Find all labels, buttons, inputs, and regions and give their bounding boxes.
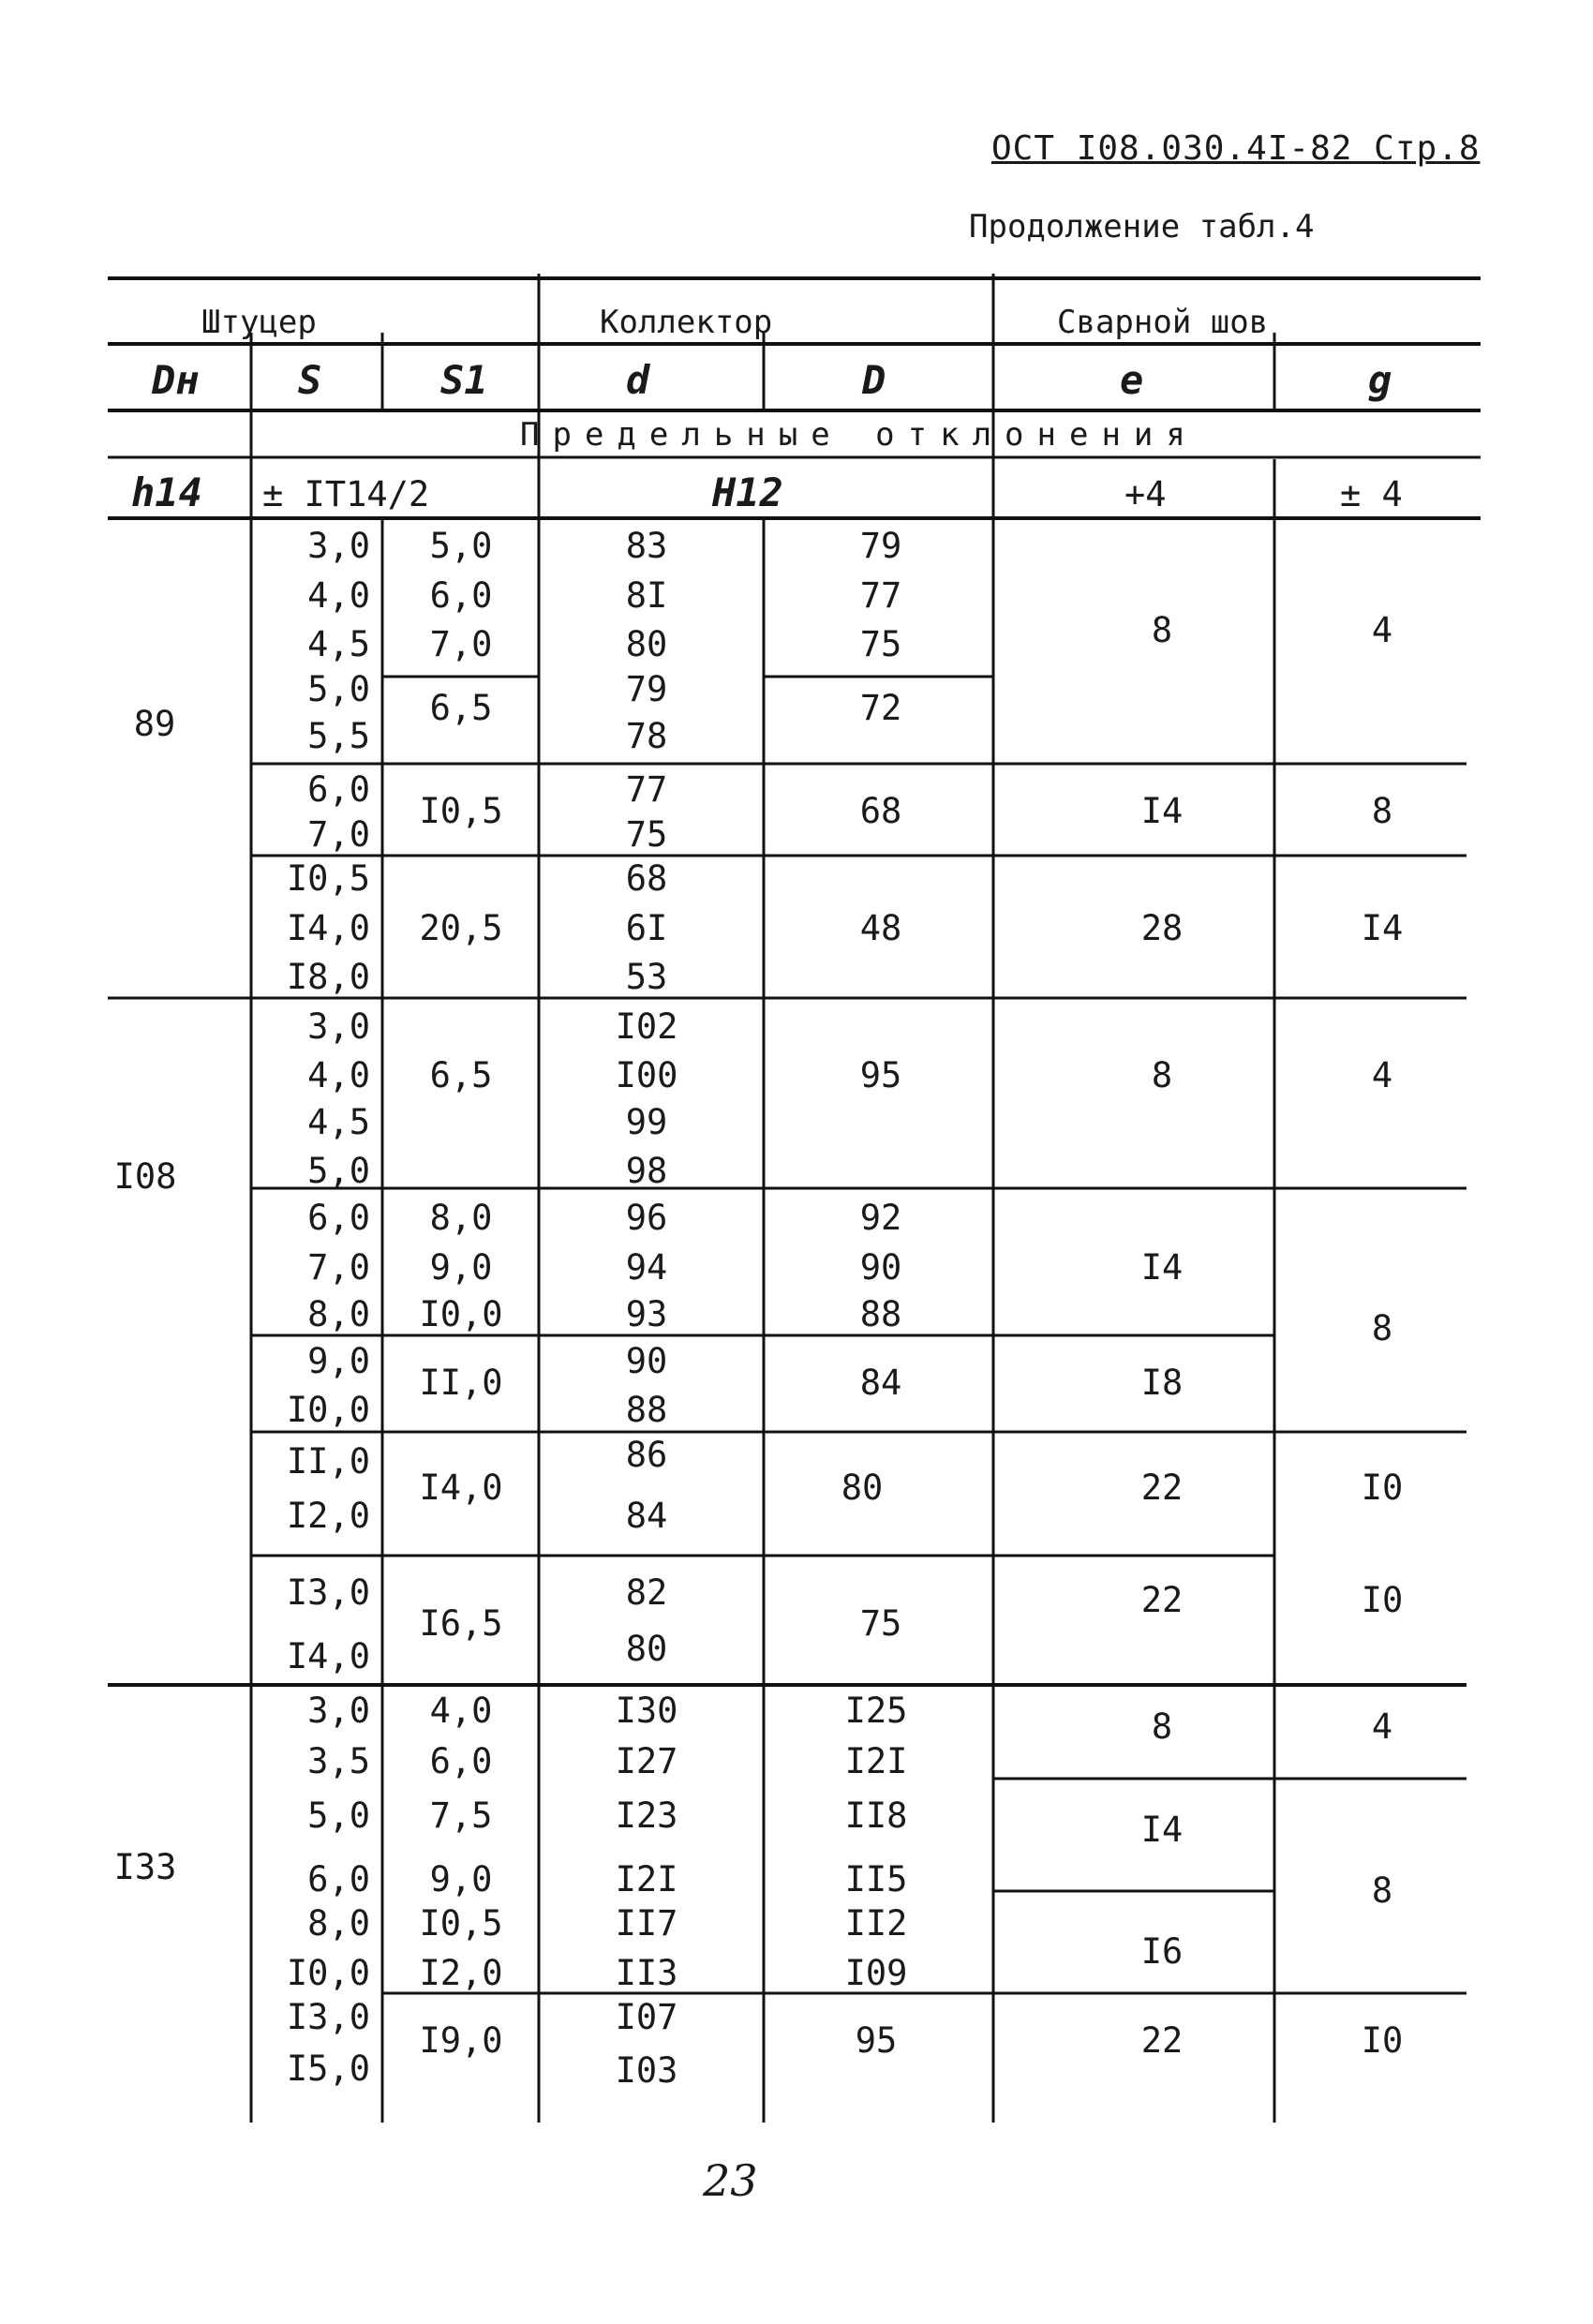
table-cell: 8,0: [307, 1294, 370, 1334]
table-cell: I0,5: [419, 1903, 503, 1944]
table-cell: I0,0: [419, 1294, 503, 1334]
table-cell: I3,0: [286, 1572, 370, 1613]
table-cell: 5,0: [307, 1795, 370, 1836]
table-cell: I5,0: [286, 2048, 370, 2089]
table-cell: 94: [625, 1247, 668, 1288]
table-cell: 84: [859, 1363, 902, 1403]
table-cell: 22: [1140, 1580, 1184, 1620]
table-cell: 7,0: [307, 1247, 370, 1288]
table-cell: 86: [625, 1435, 668, 1475]
table-cell: 53: [625, 957, 668, 997]
col-header-Dn: Dн: [152, 357, 200, 403]
tolerance-title: Предельные отклонения: [520, 416, 1198, 454]
table-cell: 80: [625, 1629, 668, 1669]
table-cell: I0: [1361, 1467, 1404, 1508]
table-cell: I4: [1140, 1810, 1184, 1850]
table-cell: 92: [859, 1198, 902, 1238]
table-cell: 4: [1371, 1706, 1393, 1747]
table-cell: 79: [625, 669, 668, 709]
table-cell: I4,0: [419, 1467, 503, 1508]
table-cell: 6,0: [307, 769, 370, 810]
table-cell: I4,0: [286, 1636, 370, 1676]
table-continuation-caption: Продолжение табл.4: [969, 208, 1315, 246]
table-cell: 72: [859, 688, 902, 728]
table-cell: I0: [1361, 2020, 1404, 2061]
table-cell: 88: [859, 1294, 902, 1334]
table-cell: 90: [859, 1247, 902, 1288]
tolerance-dD: H12: [712, 469, 783, 515]
table-cell: I08: [113, 1156, 177, 1197]
table-cell: II7: [615, 1903, 678, 1944]
table-cell: 6,0: [307, 1198, 370, 1238]
table-cell: 93: [625, 1294, 668, 1334]
table-cell: II8: [844, 1795, 908, 1836]
table-cell: 78: [625, 716, 668, 756]
table-cell: 3,0: [307, 1006, 370, 1047]
table-cell: I4,0: [286, 908, 370, 948]
table-cell: 98: [625, 1151, 668, 1191]
table-cell: I0,0: [286, 1953, 370, 1993]
table-cell: I6: [1140, 1931, 1184, 1972]
table-cell: 9,0: [307, 1341, 370, 1381]
table-cell: I33: [113, 1847, 177, 1887]
table-cell: 6,5: [429, 1055, 493, 1095]
header-kollektor: Коллектор: [600, 304, 773, 341]
table-cell: 75: [859, 1603, 902, 1644]
table-cell: 8: [1371, 1870, 1393, 1911]
table-cell: I0,5: [419, 791, 503, 831]
table-cell: I25: [844, 1691, 908, 1731]
table-cell: 8: [1371, 791, 1393, 831]
table-cell: 4: [1371, 1055, 1393, 1095]
table-cell: 80: [841, 1467, 884, 1508]
table-cell: 28: [1140, 908, 1184, 948]
table-cell: 5,0: [307, 669, 370, 709]
table-cell: 4: [1371, 610, 1393, 650]
table-cell: 95: [855, 2020, 898, 2061]
table-cell: 8I: [625, 575, 668, 616]
table-cell: 89: [133, 704, 176, 744]
table-cell: I6,5: [419, 1603, 503, 1644]
table-cell: I2,0: [286, 1496, 370, 1536]
table-cell: 75: [859, 624, 902, 664]
table-cell: 4,0: [429, 1691, 493, 1731]
table-cell: 8: [1151, 1055, 1173, 1095]
table-cell: I27: [615, 1741, 678, 1781]
table-cell: I03: [615, 2050, 678, 2091]
table-cell: I2I: [615, 1859, 678, 1899]
table-cell: 79: [859, 526, 902, 566]
table-cell: 20,5: [419, 908, 503, 948]
table-cell: 4,5: [307, 624, 370, 664]
col-header-S1: S1: [440, 357, 488, 403]
table-cell: I30: [615, 1691, 678, 1731]
table-cell: 5,0: [429, 526, 493, 566]
tolerance-e: +4: [1124, 474, 1167, 514]
table-cell: I8,0: [286, 957, 370, 997]
table-cell: II5: [844, 1859, 908, 1899]
table-cell: 8: [1151, 1706, 1173, 1747]
table-cell: I0: [1361, 1580, 1404, 1620]
table-cell: 9,0: [429, 1247, 493, 1288]
tolerance-Dn: h14: [131, 469, 202, 515]
table-cell: 99: [625, 1102, 668, 1142]
table-cell: 48: [859, 908, 902, 948]
col-header-e: e: [1120, 357, 1144, 403]
table-cell: I02: [615, 1006, 678, 1047]
table-cell: II3: [615, 1953, 678, 1993]
table-cell: 90: [625, 1341, 668, 1381]
tolerance-g: ± 4: [1340, 474, 1403, 514]
col-header-d: d: [626, 357, 650, 403]
table-cell: 8,0: [307, 1903, 370, 1944]
col-header-S: S: [298, 357, 322, 403]
table-cell: I23: [615, 1795, 678, 1836]
table-cell: 8: [1151, 610, 1173, 650]
table-cell: I09: [844, 1953, 908, 1993]
table-cell: II,0: [419, 1363, 503, 1403]
table-cell: I00: [615, 1055, 678, 1095]
table-cell: 22: [1140, 2020, 1184, 2061]
table-cell: I8: [1140, 1363, 1184, 1403]
table-cell: II,0: [286, 1441, 370, 1482]
table-cell: 83: [625, 526, 668, 566]
table-cell: 8,0: [429, 1198, 493, 1238]
table-cell: I4: [1140, 791, 1184, 831]
table-cell: 3,0: [307, 1691, 370, 1731]
table-cell: 9,0: [429, 1859, 493, 1899]
table-cell: 6,0: [429, 1741, 493, 1781]
table-cell: 68: [625, 858, 668, 899]
table-cell: 77: [625, 769, 668, 810]
table-cell: 7,5: [429, 1795, 493, 1836]
table-cell: I0,0: [286, 1390, 370, 1430]
table-cell: 8: [1371, 1308, 1393, 1348]
table-cell: 5,5: [307, 716, 370, 756]
page-number: 23: [703, 2155, 758, 2206]
tolerance-S: ± IT14/2: [262, 474, 430, 514]
table-cell: 88: [625, 1390, 668, 1430]
table-cell: 95: [859, 1055, 902, 1095]
table-cell: 84: [625, 1496, 668, 1536]
table-cell: 82: [625, 1572, 668, 1613]
table-cell: 6,5: [429, 688, 493, 728]
table-cell: 7,0: [429, 624, 493, 664]
table-cell: II2: [844, 1903, 908, 1944]
table-cell: I4: [1361, 908, 1404, 948]
table-cell: I4: [1140, 1247, 1184, 1288]
table-cell: 75: [625, 814, 668, 855]
col-header-D: D: [862, 357, 886, 403]
table-cell: I0,5: [286, 858, 370, 899]
table-cell: 68: [859, 791, 902, 831]
table-cell: 3,0: [307, 526, 370, 566]
table-cell: 22: [1140, 1467, 1184, 1508]
table-cell: 96: [625, 1198, 668, 1238]
header-weld: Сварной шов: [1057, 304, 1269, 341]
table-cell: I07: [615, 1997, 678, 2037]
table-cell: I9,0: [419, 2020, 503, 2061]
table-cell: 80: [625, 624, 668, 664]
table-cell: 6,0: [307, 1859, 370, 1899]
table-cell: 3,5: [307, 1741, 370, 1781]
header-shtuzer: Штуцер: [201, 304, 317, 341]
table-cell: 6I: [625, 908, 668, 948]
table-cell: 4,0: [307, 575, 370, 616]
table-cell: 5,0: [307, 1151, 370, 1191]
table-cell: I2I: [844, 1741, 908, 1781]
document-reference: ОСТ I08.030.4I-82 Стр.8: [991, 129, 1481, 168]
table-cell: 4,5: [307, 1102, 370, 1142]
col-header-g: g: [1368, 357, 1392, 403]
table-body: [114, 526, 1404, 2091]
table-cell: 77: [859, 575, 902, 616]
table-cell: I3,0: [286, 1997, 370, 2037]
table-cell: 6,0: [429, 575, 493, 616]
table-cell: I2,0: [419, 1953, 503, 1993]
table-cell: 4,0: [307, 1055, 370, 1095]
table-cell: 7,0: [307, 814, 370, 855]
